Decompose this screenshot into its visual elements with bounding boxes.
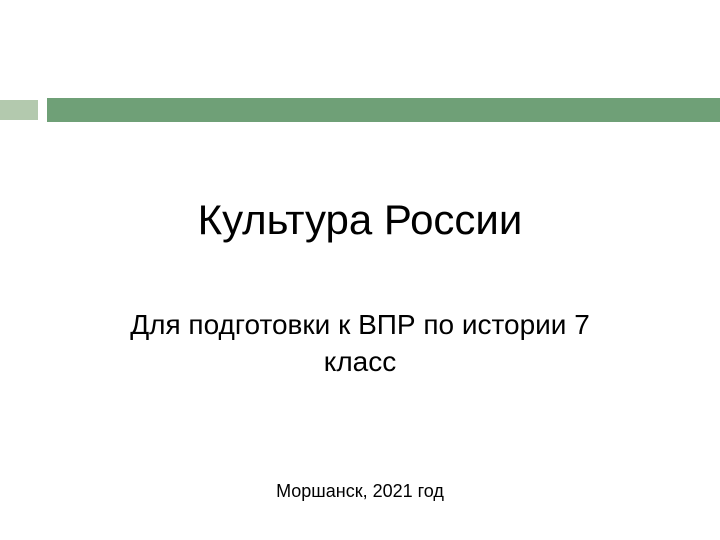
subtitle-line-1: Для подготовки к ВПР по истории 7 — [130, 309, 590, 340]
accent-square-decoration — [0, 100, 38, 120]
slide-title: Культура России — [197, 196, 523, 243]
subtitle-line-2: класс — [323, 346, 397, 377]
slide-subtitle — [0, 306, 720, 380]
accent-bar-decoration — [47, 98, 720, 122]
slide-footer-text: Моршанск, 2021 год — [276, 481, 444, 501]
